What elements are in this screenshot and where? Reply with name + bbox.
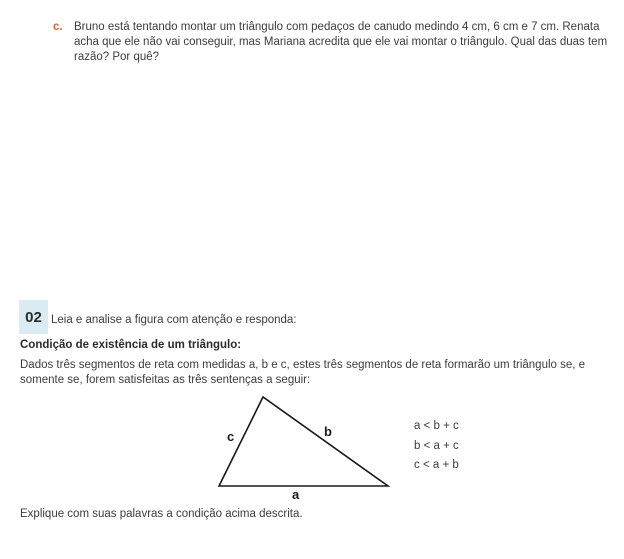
side-label-c: c (227, 429, 235, 444)
item-letter: c. (53, 21, 63, 33)
triangle-shape (219, 397, 388, 486)
definition-text: Dados três segmentos de reta com medidas a, b e c, estes três segmentos de reta formarão um triângulo se, e somente se, forem satisfeitas as três sentenças a seguir: (20, 359, 586, 386)
triangle-figure (205, 390, 405, 502)
inequality-2: b < a + c (414, 439, 459, 452)
question-number-badge: 02 (19, 300, 48, 334)
side-label-b: b (324, 424, 332, 439)
item-c (53, 20, 613, 65)
section-title: Condição de existência de um triângulo: (20, 339, 242, 351)
inequality-3: c < a + b (414, 459, 459, 471)
side-label-a: a (292, 487, 300, 502)
inequality-1: a < b + c (414, 420, 459, 432)
explain-prompt: Explique com suas palavras a condição acima descrita. (20, 508, 303, 520)
question-instruction: Leia e analise a figura com atenção e responda: (51, 314, 297, 326)
item-c-text: Bruno está tentando montar um triângulo com pedaços de canudo medindo 4 cm, 6 cm e 7 cm. Renata acha que ele não vai conseguir, mas Mariana acredita que ele vai montar o triângulo. Qual das duas tem razão? Por quê? (74, 21, 608, 63)
inequalities-list (414, 417, 459, 476)
